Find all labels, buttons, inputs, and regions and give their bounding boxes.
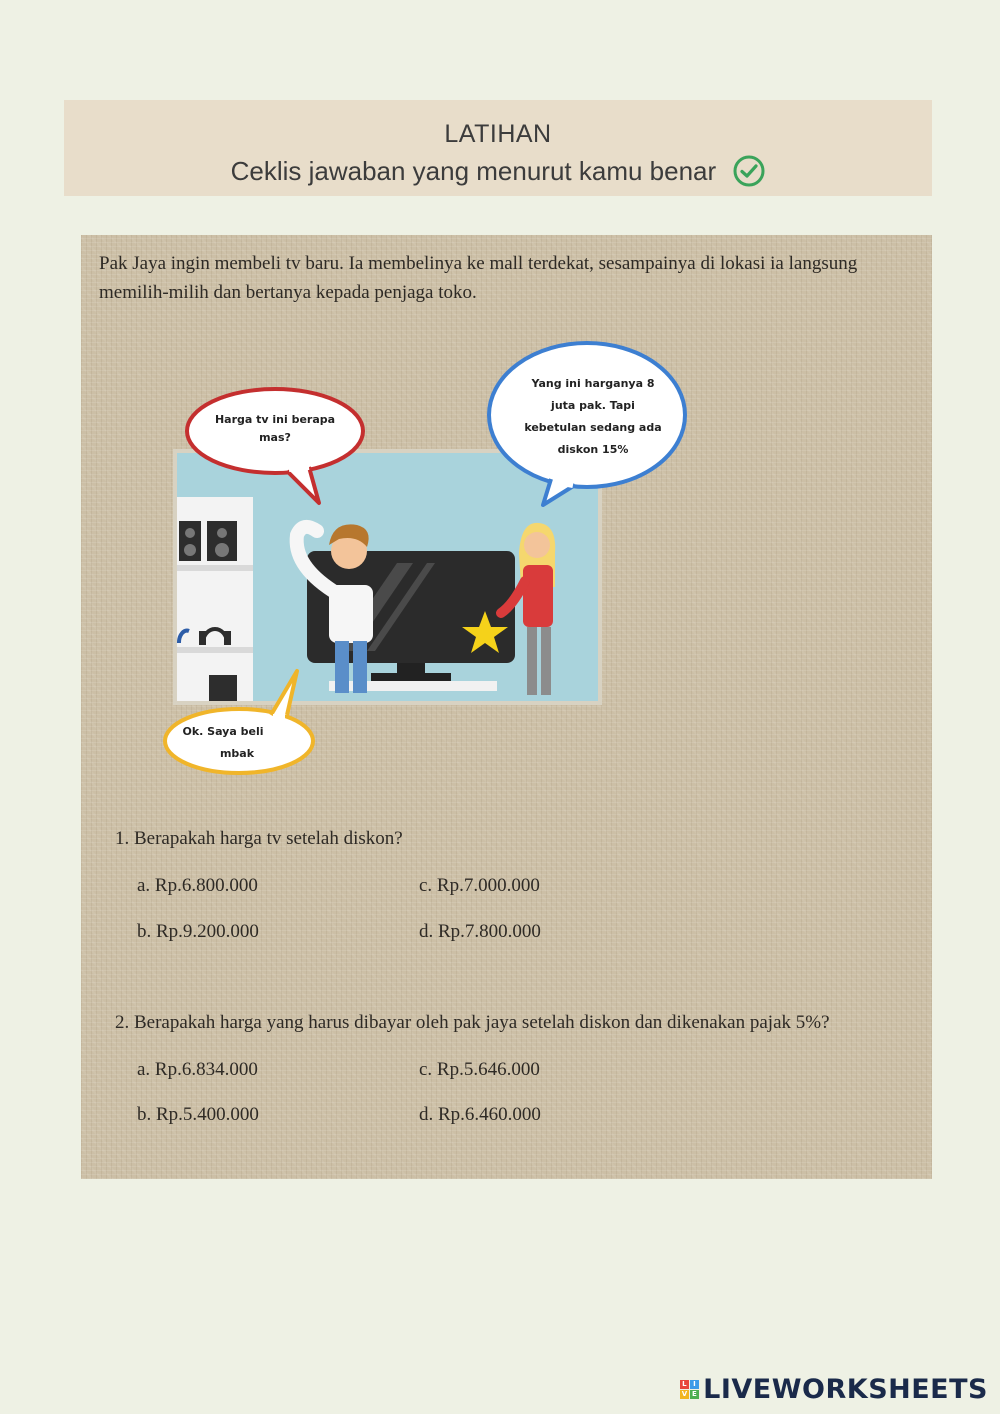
q1-option-c[interactable]: c. Rp.7.000.000 bbox=[419, 875, 540, 896]
logo-letter-v: V bbox=[681, 1389, 688, 1398]
worksheet-paper bbox=[81, 235, 932, 1179]
question-1: 1. Berapakah harga tv setelah diskon? bbox=[115, 828, 403, 849]
logo-letter-i: I bbox=[690, 1380, 699, 1389]
liveworksheets-logo[interactable] bbox=[680, 1372, 988, 1406]
logo-grid-icon bbox=[680, 1380, 699, 1399]
customer-reply-text-1: Ok. Saya beli bbox=[182, 725, 264, 738]
logo-text: LIVEWORKSHEETS bbox=[703, 1373, 988, 1405]
shop-illustration bbox=[81, 235, 932, 795]
q1-option-d[interactable]: d. Rp.7.800.000 bbox=[419, 921, 541, 942]
clerk-answer-text-1: Yang ini harganya 8 bbox=[531, 377, 655, 390]
clerk-answer-text-3: kebetulan sedang ada bbox=[524, 421, 662, 434]
q2-option-a[interactable]: a. Rp.6.834.000 bbox=[137, 1059, 258, 1080]
question-2: 2. Berapakah harga yang harus dibayar oleh pak jaya setelah diskon dan dikenakan pajak 5%? bbox=[115, 1012, 830, 1033]
q2-option-d[interactable]: d. Rp.6.460.000 bbox=[419, 1104, 541, 1125]
check-circle-icon bbox=[733, 155, 765, 187]
logo-letter-l: L bbox=[680, 1380, 689, 1389]
q1-option-a[interactable]: a. Rp.6.800.000 bbox=[137, 875, 258, 896]
instruction-label: Ceklis jawaban yang menurut kamu benar bbox=[230, 156, 717, 186]
page-title: LATIHAN bbox=[444, 120, 552, 148]
q1-option-b[interactable]: b. Rp.9.200.000 bbox=[137, 921, 259, 942]
header-banner bbox=[64, 100, 932, 196]
customer-question-text-2: mas? bbox=[259, 431, 291, 444]
logo-letter-e: E bbox=[692, 1389, 698, 1398]
q2-option-c[interactable]: c. Rp.5.646.000 bbox=[419, 1059, 540, 1080]
instruction-text bbox=[64, 156, 932, 187]
q2-option-b[interactable]: b. Rp.5.400.000 bbox=[137, 1104, 259, 1125]
intro-paragraph: Pak Jaya ingin membeli tv baru. Ia membelinya ke mall terdekat, sesampainya di lokasi ia langsung memilih-milih dan bertanya kepada penjaga toko. bbox=[99, 253, 858, 303]
clerk-answer-text-4: diskon 15% bbox=[557, 443, 629, 456]
clerk-answer-text-2: juta pak. Tapi bbox=[551, 399, 635, 412]
customer-question-text-1: Harga tv ini berapa bbox=[214, 413, 336, 426]
customer-reply-text-2: mbak bbox=[219, 747, 255, 760]
